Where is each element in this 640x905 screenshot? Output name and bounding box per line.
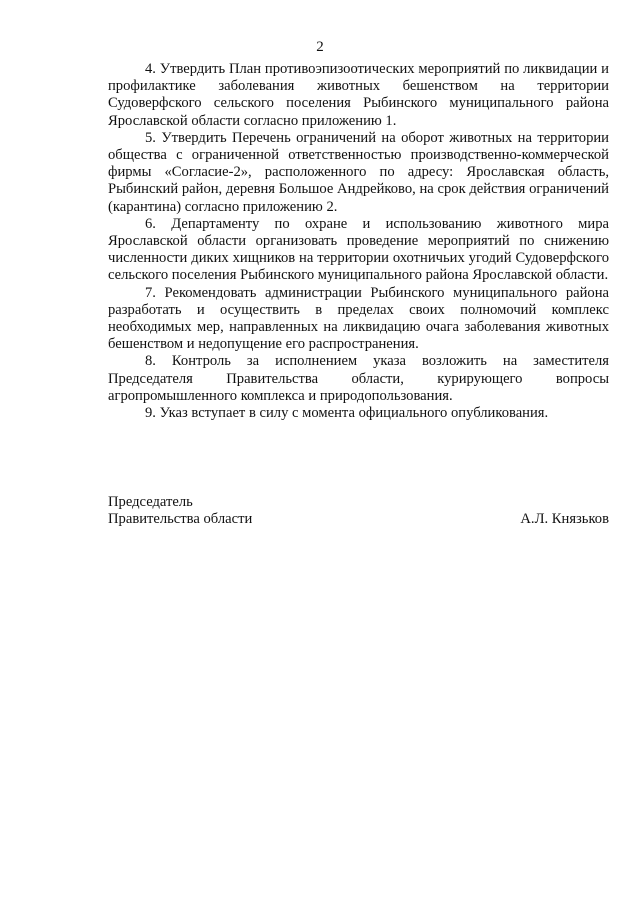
paragraph-item-4: 4. Утвердить План противоэпизоотических мероприятий по ликвидации и профилактике заболевания животных бешенством на территории Судоверфского сельского поселения Рыбинского муниципального района Ярославской области согласно приложению 1. — [108, 61, 609, 129]
paragraph-item-9: 9. Указ вступает в силу с момента официального опубликования. — [145, 405, 549, 422]
page-number: 2 — [316, 39, 324, 55]
signature-row — [108, 511, 609, 528]
signatory-name: А.Л. Князьков — [520, 511, 609, 528]
signatory-title-line1: Председатель — [108, 494, 193, 510]
paragraph-item-5: 5. Утвердить Перечень ограничений на оборот животных на территории общества с ограниченной ответственностью производственно-коммерческой фирмы «Согласие-2», расположенного по адресу: Ярославская область, Рыбинский район, деревня Большое Андрейково, на срок действия ограничений (карантина) согласно приложению 2. — [108, 129, 609, 215]
paragraph-item-7: 7. Рекомендовать администрации Рыбинского муниципального района разработать и осуществить в пределах своих полномочий комплекс необходимых мер, направленных на ликвидацию очага заболевания животных бешенством и недопущение его распространения. — [108, 284, 609, 353]
signature-block — [108, 494, 609, 528]
decree-body — [108, 61, 609, 422]
signatory-title-line2: Правительства области — [108, 511, 253, 528]
paragraph-item-6: 6. Департаменту по охране и использованию животного мира Ярославской области организовать проведение мероприятий по снижению численности диких хищников на территории охотничьих угодий Судоверфского сельского поселения Рыбинского муниципального района Ярославской области. — [108, 215, 609, 284]
paragraph-item-8: 8. Контроль за исполнением указа возложить на заместителя Председателя Правительства области, курирующего вопросы агропромышленного комплекса и природопользования. — [108, 353, 609, 404]
